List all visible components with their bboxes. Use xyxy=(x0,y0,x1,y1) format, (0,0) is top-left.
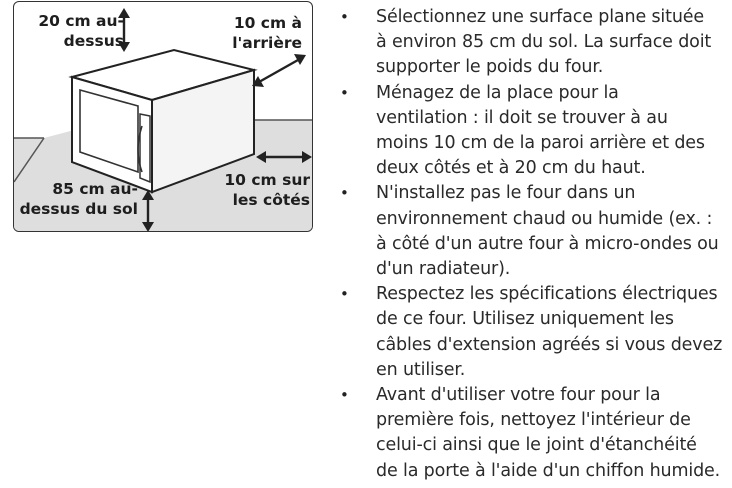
list-item: • Ménagez de la place pour la ventilation : il doit se trouver à au moins 10 cm de la paroi arrière et des deux côtés et à 20 cm du haut. xyxy=(340,82,705,179)
label-side-clearance: 10 cm sur les côtés xyxy=(224,171,310,209)
bullet-icon: • xyxy=(340,285,349,304)
label-top-clearance: 20 cm au- dessus xyxy=(38,12,124,50)
list-item: • Respectez les spécifications électriques de ce four. Utilisez uniquement les câbles d'extension agréés si vous devez en utiliser. xyxy=(340,284,723,380)
instruction-list xyxy=(335,5,727,484)
label-floor-height: 85 cm au- dessus du sol xyxy=(19,180,138,218)
bullet-icon: • xyxy=(340,83,349,102)
list-item: • Sélectionnez une surface plane située à environ 85 cm du sol. La surface doit supporter le poids du four. xyxy=(340,7,712,78)
arrow-back-clearance xyxy=(252,54,306,87)
label-back-clearance: 10 cm à l'arrière xyxy=(232,14,302,52)
list-item: • N'installez pas le four dans un environnement chaud ou humide (ex. : à côté d'un autre four à micro-ondes ou d'un radiateur). xyxy=(340,183,719,280)
bullet-icon: • xyxy=(340,8,349,26)
bullet-icon: • xyxy=(340,386,349,405)
installation-diagram xyxy=(13,1,313,232)
bullet-icon: • xyxy=(340,184,349,203)
list-item: • Avant d'utiliser votre four pour la première fois, nettoyez l'intérieur de celui-ci ainsi que le joint d'étanchéité de la porte à l'aide d'un chiffon humide. xyxy=(340,385,721,481)
